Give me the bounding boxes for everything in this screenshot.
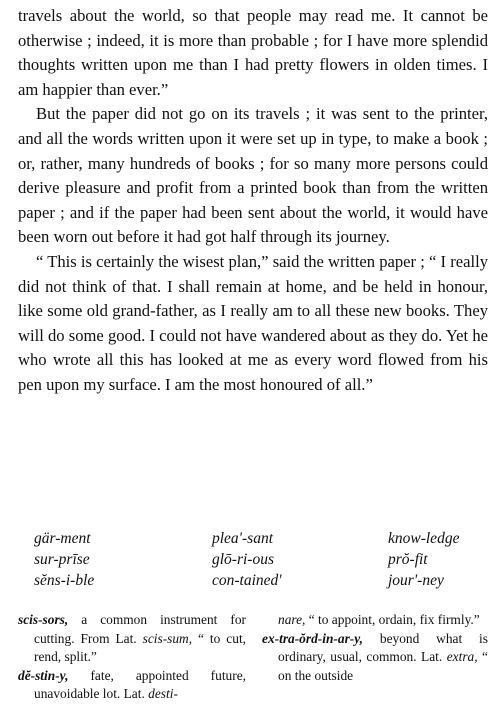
spelling-word: plea'-sant (212, 530, 274, 547)
definition-text: “ to appoint, ordain, fix firmly.” (305, 612, 480, 627)
definition-term: dĕ-stin-y, (18, 667, 69, 683)
word-row (18, 570, 488, 591)
definition-text: a common instrument for cutting. From Lat. (34, 612, 246, 646)
definition-text: “ on the outside (278, 649, 489, 683)
definition-etymon: scis-sum, (142, 630, 193, 646)
spelling-word: glō-ri-ous (212, 551, 274, 568)
definition (18, 667, 246, 704)
definition-term: scis-sors, (18, 612, 69, 627)
definition-text: “ to cut, rend, split.” (34, 630, 247, 664)
word-row (18, 549, 488, 570)
definition-continuation (262, 611, 488, 630)
paragraph: “ This is certainly the wisest plan,” said the written paper ; “ I really did not think of that. I shall remain at home, and be held in honour, like some old grand-father, as I really am to all these new books. They will do some good. I could not have wandered about as they do. Yet he who wrote all this has looked at me as every word flowed from his pen upon my surface. I am the most honoured of all.” (18, 251, 488, 394)
spelling-word: sur-prīse (34, 551, 90, 568)
spelling-word: jour'-ney (388, 572, 444, 589)
story-text (18, 4, 488, 398)
spelling-word: con-tained' (212, 572, 282, 589)
definition (18, 611, 246, 667)
definition-term: ex-tra-ŏrd-in-ar-y, (262, 630, 364, 646)
definition-etymon: nare, (278, 612, 306, 627)
spelling-word: sĕns-i-ble (34, 572, 95, 589)
spelling-word: gär-ment (34, 530, 91, 547)
definition-text: fate, appointed future, unavoidable lot. Lat. (34, 667, 246, 701)
definition (262, 630, 488, 686)
spelling-word-list (18, 528, 488, 591)
definitions-left-column (18, 611, 246, 704)
definitions-right-column (262, 611, 488, 685)
definition-text: beyond what is ordinary, usual, common. Lat. (278, 630, 488, 664)
spelling-word: know-ledge (388, 530, 460, 547)
definition-etymon: desti- (148, 686, 178, 701)
paragraph: But the paper did not go on its travels ; it was sent to the printer, and all the words written upon it were set up in type, to make a book ; or, rather, many hundreds of books ; for so many more persons could derive pleasure and profit from a printed book than from the written paper ; and if the paper had been sent about the world, it would have been worn out before it had got half through its journey. (18, 104, 488, 247)
definition-etymon: extra, (446, 649, 478, 664)
paragraph: travels about the world, so that people may read me. It cannot be otherwise ; indeed, it is more than probable ; for I have more splendid thoughts written upon me than I had pretty flowers in olden times. I am happier than ever.” (18, 6, 488, 99)
spelling-word: prŏ-fit (388, 551, 428, 568)
word-row (18, 528, 488, 549)
